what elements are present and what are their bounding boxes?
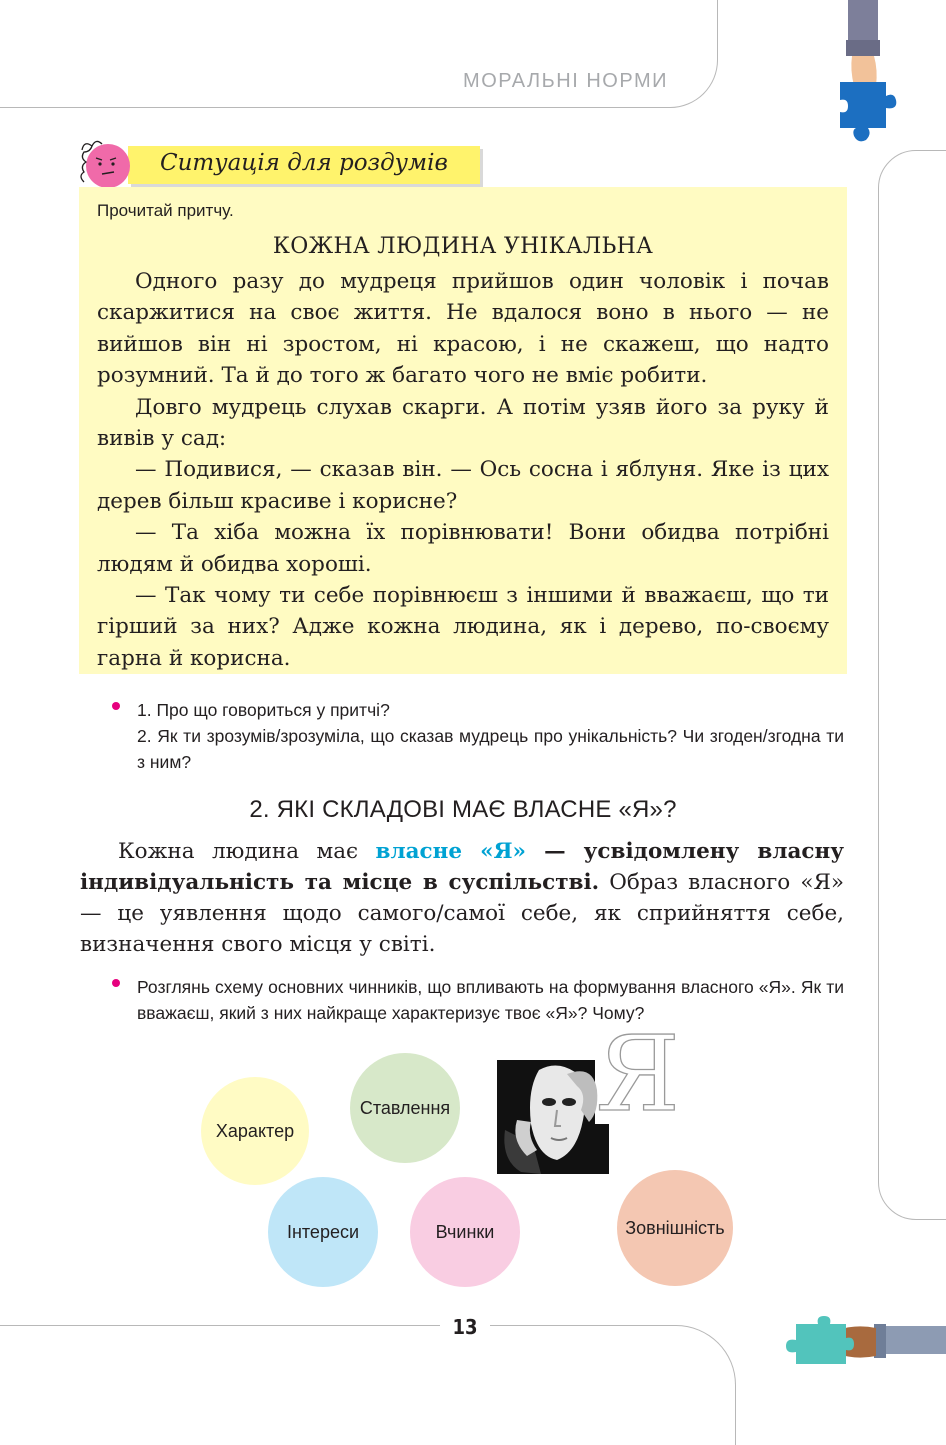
page-number: 13 bbox=[440, 1312, 490, 1342]
situation-title: Ситуація для роздумів bbox=[160, 150, 448, 176]
question-list bbox=[137, 697, 844, 775]
parable-title: КОЖНА ЛЮДИНА УНІКАЛЬНА bbox=[272, 234, 654, 259]
factor-circle-deeds bbox=[410, 1177, 520, 1287]
factor-circle-attitude bbox=[350, 1053, 460, 1163]
definition-paragraph bbox=[80, 836, 844, 960]
parable-paragraph: Довго мудрець слухав скарги. А потім узяв його за руку й вивів у сад: bbox=[97, 394, 829, 452]
puzzle-hand-top-icon bbox=[836, 0, 906, 150]
puzzle-hand-bottom-icon bbox=[782, 1316, 946, 1372]
reading-prompt: Прочитай притчу. bbox=[97, 201, 234, 220]
task-text: Розглянь схему основних чинників, що впливають на формування власного «Я». Як ти вважаєш, який з них найкраще характеризує твоє «Я»? Чому? bbox=[137, 977, 844, 1023]
definition-rest: Образ власного «Я» — це уявлення щодо самого/самої себе, як сприйняття себе, визначення свого місця у світі. bbox=[80, 870, 844, 957]
bottom-frame bbox=[0, 1325, 736, 1445]
parable-text bbox=[97, 266, 829, 674]
side-frame bbox=[878, 150, 946, 1220]
factor-label: Інтереси bbox=[286, 1221, 360, 1242]
question-item: 2. Як ти зрозумів/зрозуміла, що сказав мудрець про унікальність? Чи згоден/згодна ти з ним? bbox=[137, 726, 844, 772]
thinking-face-icon bbox=[80, 138, 138, 192]
bullet-icon bbox=[112, 702, 120, 710]
factor-label: Характер bbox=[215, 1120, 295, 1141]
bullet-icon bbox=[112, 979, 120, 987]
parable-paragraph: — Подивися, — сказав він. — Ось сосна і яблуня. Яке із цих дерев більш красиве і корисне? bbox=[97, 457, 829, 514]
mask-photo bbox=[497, 1060, 609, 1174]
factor-circle-interests bbox=[268, 1177, 378, 1287]
factor-label: Зовнішність bbox=[625, 1217, 725, 1238]
factor-label: Ставлення bbox=[359, 1097, 451, 1118]
question-item: 1. Про що говориться у притчі? bbox=[137, 700, 390, 720]
parable-paragraph: — Та хіба можна їх порівнювати! Вони обидва потрібні людям й обидва хороші. bbox=[97, 520, 829, 577]
running-head: МОРАЛЬНІ НОРМИ bbox=[463, 70, 668, 92]
definition-term: власне «Я» bbox=[375, 839, 526, 864]
section-title: 2. ЯКІ СКЛАДОВІ МАЄ ВЛАСНЕ «Я»? bbox=[249, 796, 677, 823]
ya-letter-graphic bbox=[596, 1018, 680, 1118]
parable-paragraph: — Так чому ти себе порівнюєш з іншими й вважаєш, що ти гірший за них? Адже кожна людина, як і дерево, по-своєму гарна й корисна. bbox=[97, 583, 829, 671]
parable-paragraph: Одного разу до мудреця прийшов один чоловік і почав скаржитися на своє життя. Не вдалося воно в нього — не вийшов він ні зростом, ні красою, і не скажеш, що надто розумний. Та й до того ж багато чого не вміє робити. bbox=[97, 269, 829, 389]
definition-bold: — усвідомлену власну індивідуальність та місце в суспільстві. bbox=[80, 839, 845, 895]
factor-circle-character bbox=[201, 1077, 309, 1185]
definition-lead: Кожна людина має bbox=[118, 839, 376, 864]
factor-circle-appearance bbox=[617, 1170, 733, 1286]
factor-label: Вчинки bbox=[435, 1221, 495, 1242]
ya-letter: Я bbox=[596, 1018, 680, 1118]
